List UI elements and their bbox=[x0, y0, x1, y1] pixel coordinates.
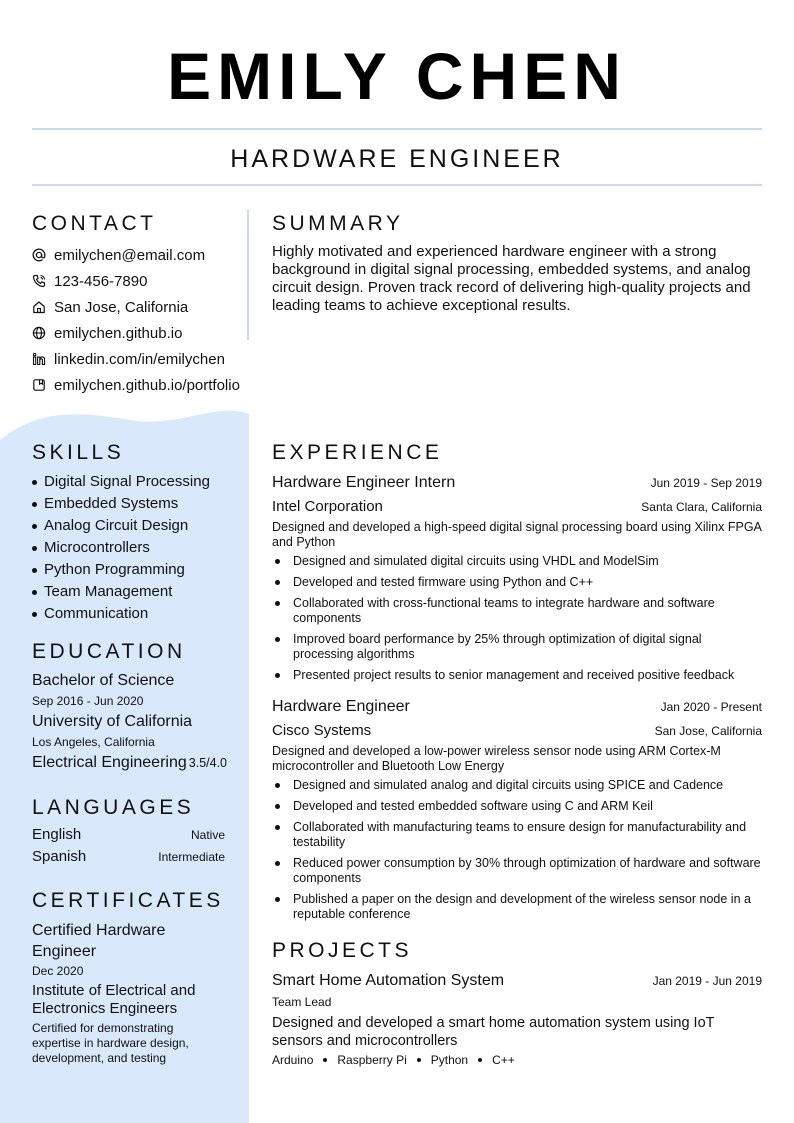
separator-dot-icon bbox=[417, 1058, 421, 1062]
list-item: Reduced power consumption by 30% through optimization of hardware and software components bbox=[272, 856, 762, 886]
job-dates: Jun 2019 - Sep 2019 bbox=[650, 476, 762, 490]
bullet-icon bbox=[275, 897, 280, 902]
skill-label: Microcontrollers bbox=[44, 539, 150, 556]
bullet-icon bbox=[32, 480, 37, 485]
project-tag: Arduino bbox=[272, 1053, 314, 1067]
bullet-icon bbox=[32, 568, 37, 573]
bullet-icon bbox=[275, 861, 280, 866]
separator-dot-icon bbox=[478, 1058, 482, 1062]
list-item: Designed and simulated analog and digital circuits using SPICE and Cadence bbox=[272, 778, 762, 793]
bullet-icon bbox=[275, 559, 280, 564]
job-bullets bbox=[272, 554, 762, 683]
contact-location-text: San Jose, California bbox=[54, 298, 189, 316]
language-name: Spanish bbox=[32, 848, 87, 865]
summary-text: Highly motivated and experienced hardware engineer with a strong background in digital signal processing, embedded systems, and analog circuit design. Proven track record of delivering high-quality projects and leading teams to achieve exceptional results. bbox=[272, 243, 751, 314]
gpa: 3.5/4.0 bbox=[188, 756, 227, 770]
major: Electrical Engineering bbox=[32, 754, 187, 771]
contact-location bbox=[32, 294, 257, 320]
globe-icon bbox=[32, 326, 46, 340]
language-item bbox=[32, 848, 225, 870]
skill-label: Python Programming bbox=[44, 561, 185, 578]
separator-dot-icon bbox=[323, 1058, 327, 1062]
job-role: Hardware Engineer Intern bbox=[272, 474, 456, 491]
portfolio-icon bbox=[32, 378, 46, 392]
list-item: Developed and tested firmware using Python and C++ bbox=[272, 575, 762, 590]
project-entry bbox=[272, 970, 762, 1067]
certificates-heading: CERTIFICATES bbox=[32, 889, 224, 912]
at-icon bbox=[32, 248, 46, 262]
project-tags bbox=[272, 1053, 762, 1067]
experience-entry bbox=[272, 471, 762, 689]
list-item: Collaborated with manufacturing teams to ensure design for manufacturability and testability bbox=[272, 820, 762, 850]
contact-website[interactable] bbox=[32, 320, 257, 346]
certificate-title: Certified Hardware Engineer bbox=[32, 922, 166, 960]
skill-item bbox=[32, 471, 210, 493]
project-description: Designed and developed a smart home automation system using IoT sensors and microcontrollers bbox=[272, 1015, 715, 1049]
contact-portfolio[interactable] bbox=[32, 372, 257, 398]
job-title: HARDWARE ENGINEER bbox=[230, 145, 564, 173]
skill-label: Communication bbox=[44, 605, 149, 622]
bullet-icon bbox=[275, 804, 280, 809]
school: University of California bbox=[32, 713, 193, 730]
job-dates: Jan 2020 - Present bbox=[660, 700, 762, 714]
company-name: Intel Corporation bbox=[272, 498, 383, 515]
home-icon bbox=[32, 300, 46, 314]
list-item: Collaborated with cross-functional teams to integrate hardware and software components bbox=[272, 596, 762, 626]
project-name: Smart Home Automation System bbox=[272, 972, 505, 989]
header-rule-top bbox=[32, 128, 762, 130]
project-role: Team Lead bbox=[272, 995, 332, 1009]
skills-list bbox=[32, 471, 210, 625]
experience-heading: EXPERIENCE bbox=[272, 441, 443, 464]
bullet-icon bbox=[275, 673, 280, 678]
linkedin-icon bbox=[32, 352, 46, 366]
bullet-icon bbox=[32, 524, 37, 529]
job-location: Santa Clara, California bbox=[641, 500, 762, 514]
experience-entry bbox=[272, 695, 762, 928]
education-dates: Sep 2016 - Jun 2020 bbox=[32, 694, 144, 708]
language-level: Intermediate bbox=[158, 850, 225, 864]
job-bullets bbox=[272, 778, 762, 922]
job-description: Designed and developed a low-power wireless sensor node using ARM Cortex-M microcontroller and Bluetooth Low Energy bbox=[272, 744, 721, 773]
skill-label: Digital Signal Processing bbox=[44, 473, 210, 490]
skill-item bbox=[32, 493, 210, 515]
bullet-icon bbox=[275, 601, 280, 606]
skill-item bbox=[32, 559, 210, 581]
phone-icon bbox=[32, 274, 46, 288]
project-tag: Python bbox=[430, 1053, 469, 1067]
skill-label: Embedded Systems bbox=[44, 495, 179, 512]
contact-portfolio-text: emilychen.github.io/portfolio bbox=[54, 376, 240, 394]
certificate-issuer: Institute of Electrical and Electronics Engineers bbox=[32, 982, 196, 1017]
education-heading: EDUCATION bbox=[32, 640, 186, 663]
company-name: Cisco Systems bbox=[272, 722, 372, 739]
certificate-entry bbox=[32, 920, 232, 1066]
contact-phone-text: 123-456-7890 bbox=[54, 272, 148, 290]
bullet-icon bbox=[275, 580, 280, 585]
list-item: Designed and simulated digital circuits using VHDL and ModelSim bbox=[272, 554, 762, 569]
languages-list bbox=[32, 826, 225, 870]
contact-website-text: emilychen.github.io bbox=[54, 324, 183, 342]
contact-heading: CONTACT bbox=[32, 212, 157, 235]
skill-item bbox=[32, 537, 210, 559]
projects-heading: PROJECTS bbox=[272, 939, 413, 962]
degree: Bachelor of Science bbox=[32, 672, 175, 689]
bullet-icon bbox=[32, 590, 37, 595]
bullet-icon bbox=[275, 783, 280, 788]
school-location: Los Angeles, California bbox=[32, 735, 155, 749]
list-item: Presented project results to senior management and received positive feedback bbox=[272, 668, 762, 683]
contact-email-text: emilychen@email.com bbox=[54, 246, 206, 264]
project-dates: Jan 2019 - Jun 2019 bbox=[652, 974, 762, 988]
bullet-icon bbox=[32, 502, 37, 507]
skill-item bbox=[32, 603, 210, 625]
contact-linkedin[interactable] bbox=[32, 346, 257, 372]
skill-label: Analog Circuit Design bbox=[44, 517, 189, 534]
bullet-icon bbox=[275, 825, 280, 830]
certificate-description: Certified for demonstrating expertise in hardware design, development, and testing bbox=[32, 1021, 189, 1065]
project-tag: Raspberry Pi bbox=[337, 1053, 407, 1067]
language-item bbox=[32, 826, 225, 848]
language-level: Native bbox=[190, 828, 225, 842]
skill-item bbox=[32, 581, 210, 603]
job-location: San Jose, California bbox=[654, 724, 762, 738]
bullet-icon bbox=[275, 637, 280, 642]
contact-phone[interactable] bbox=[32, 268, 257, 294]
contact-list bbox=[32, 242, 257, 398]
bullet-icon bbox=[32, 546, 37, 551]
list-item: Developed and tested embedded software using C and ARM Keil bbox=[272, 799, 762, 814]
list-item: Improved board performance by 25% through optimization of digital signal processing algorithms bbox=[272, 632, 762, 662]
summary-heading: SUMMARY bbox=[272, 212, 404, 235]
header-rule-bottom bbox=[32, 184, 762, 186]
job-role: Hardware Engineer bbox=[272, 698, 410, 715]
contact-linkedin-text: linkedin.com/in/emilychen bbox=[54, 350, 225, 368]
certificate-date: Dec 2020 bbox=[32, 964, 84, 978]
skills-heading: SKILLS bbox=[32, 441, 125, 464]
bullet-icon bbox=[32, 612, 37, 617]
education-entry bbox=[32, 670, 227, 774]
candidate-name: EMILY CHEN bbox=[167, 39, 627, 113]
project-tag: C++ bbox=[492, 1053, 515, 1067]
skill-item bbox=[32, 515, 210, 537]
contact-email[interactable] bbox=[32, 242, 257, 268]
language-name: English bbox=[32, 826, 82, 843]
job-description: Designed and developed a high-speed digital signal processing board using Xilinx FPGA and Python bbox=[272, 520, 762, 549]
list-item: Published a paper on the design and development of the wireless sensor node in a reputable conference bbox=[272, 892, 762, 922]
languages-heading: LANGUAGES bbox=[32, 796, 195, 819]
skill-label: Team Management bbox=[44, 583, 173, 600]
